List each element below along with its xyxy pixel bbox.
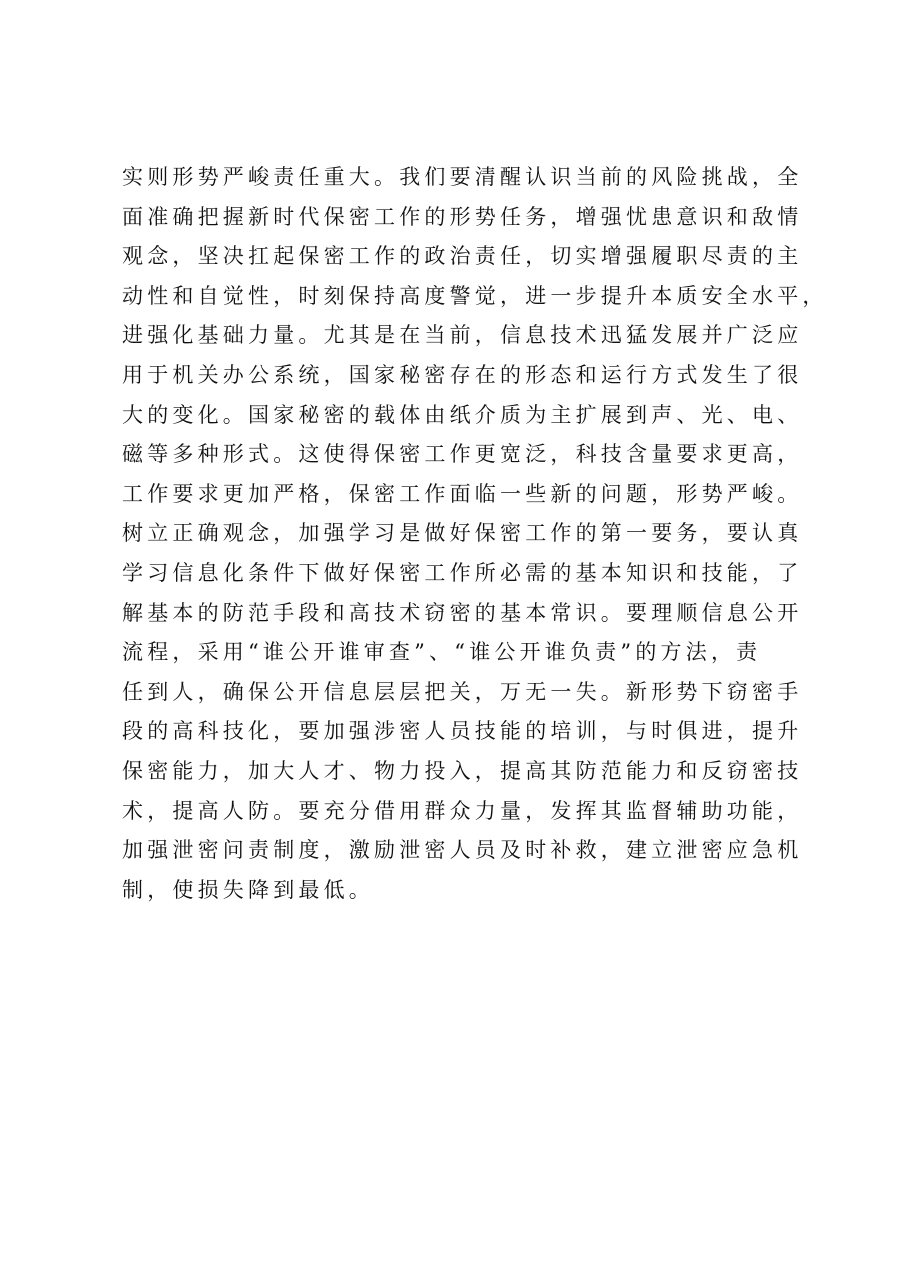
text-line-18: 加强泄密问责制度，激励泄密人员及时补救，建立泄密应急机 bbox=[122, 838, 803, 863]
text-line-4: 动性和自觉性，时刻保持高度警觉，进一步提升本质安全水平， bbox=[122, 283, 828, 308]
text-line-2: 面准确把握新时代保密工作的形势任务，增强忧患意识和敌情 bbox=[122, 204, 803, 229]
body-paragraph bbox=[122, 158, 828, 910]
text-line-10: 树立正确观念，加强学习是做好保密工作的第一要务，要认真 bbox=[122, 521, 803, 546]
text-line-14: 任到人，确保公开信息层层把关，万无一失。新形势下窃密手 bbox=[122, 679, 803, 704]
text-line-13: 流程，采用“谁公开谁审查”、“谁公开谁负责”的方法，责 bbox=[122, 640, 762, 665]
text-line-16: 保密能力，加大人才、物力投入，提高其防范能力和反窃密技 bbox=[122, 758, 803, 783]
text-line-3: 观念，坚决扛起保密工作的政治责任，切实增强履职尽责的主 bbox=[122, 244, 803, 269]
text-line-7: 大的变化。国家秘密的载体由纸介质为主扩展到声、光、电、 bbox=[122, 402, 803, 427]
text-line-12: 解基本的防范手段和高技术窃密的基本常识。要理顺信息公开 bbox=[122, 600, 803, 625]
text-line-19: 制，使损失降到最低。 bbox=[122, 877, 374, 902]
text-line-1: 实则形势严峻责任重大。我们要清醒认识当前的风险挑战，全 bbox=[122, 165, 803, 189]
text-line-15: 段的高科技化，要加强涉密人员技能的培训，与时俱进，提升 bbox=[122, 719, 803, 744]
text-line-11: 学习信息化条件下做好保密工作所必需的基本知识和技能，了 bbox=[122, 560, 803, 585]
text-line-17: 术，提高人防。要充分借用群众力量，发挥其监督辅助功能， bbox=[122, 798, 803, 823]
text-line-5: 进强化基础力量。尤其是在当前，信息技术迅猛发展并广泛应 bbox=[122, 323, 803, 348]
text-line-6: 用于机关办公系统，国家秘密存在的形态和运行方式发生了很 bbox=[122, 362, 803, 387]
text-line-8: 磁等多种形式。这使得保密工作更宽泛，科技含量要求更高， bbox=[122, 442, 803, 467]
text-line-9: 工作要求更加严格，保密工作面临一些新的问题，形势严峻。 bbox=[122, 481, 803, 506]
